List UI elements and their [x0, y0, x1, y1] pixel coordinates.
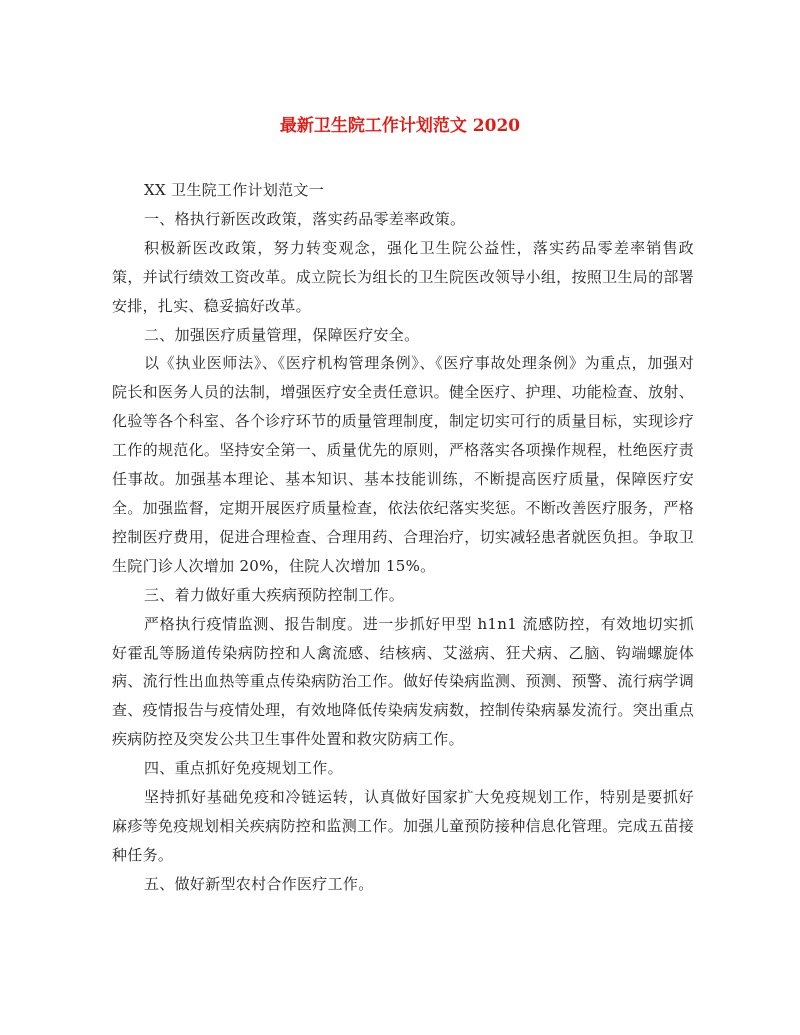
paragraph-heading-2: 二、加强医疗质量管理，保障医疗安全。: [144, 325, 420, 344]
paragraph-body-1: 积极新医改政策，努力转变观念，强化卫生院公益性，落实药品零差率销售政策，并试行绩效工资改革。成立院长为组长的卫生院医改领导小组，按照卫生局的部署安排，扎实、稳妥搞好改革。: [112, 238, 694, 315]
paragraph-body-2: 以《执业医师法》、《医疗机构管理条例》、《医疗事故处理条例》为重点，加强对院长和医务人员的法制，增强医疗安全责任意识。健全医疗、护理、功能检查、放射、化验等各个科室、各个诊疗环节的质量管理制度，制定切实可行的质量目标，实现诊疗工作的规范化。坚持安全第一、质量优先的原则，严格落实各项操作规程，杜绝医疗责任事故。加强基本理论、基本知识、基本技能训练，不断提高医疗质量，保障医疗安全。加强监督，定期开展医疗质量检查，依法依纪落实奖惩。不断改善医疗服务，严格控制医疗费用，促进合理检查、合理用药、合理治疗，切实减轻患者就医负担。争取卫生院门诊人次增加 20%，住院人次增加 15%。: [112, 354, 694, 575]
paragraph-heading-5: 五、做好新型农村合作医疗工作。: [144, 874, 374, 893]
paragraph-heading-4: 四、重点抓好免疫规划工作。: [144, 759, 343, 778]
paragraph-heading-3: 三、着力做好重大疾病预防控制工作。: [144, 585, 405, 604]
paragraph-heading-1: 一、格执行新医改政策，落实药品零差率政策。: [144, 209, 466, 228]
document-title: 最新卫生院工作计划范文 2020: [279, 116, 521, 136]
paragraph-body-4: 坚持抓好基础免疫和冷链运转，认真做好国家扩大免疫规划工作，特别是要抓好麻疹等免疫规划相关疾病防控和监测工作。加强儿童预防接种信息化管理。完成五苗接种任务。: [112, 788, 694, 864]
document-body: [112, 176, 694, 899]
paragraph-subtitle: XX 卫生院工作计划范文一: [144, 181, 325, 199]
paragraph-body-3: 严格执行疫情监测、报告制度。进一步抓好甲型 h1n1 流感防控，有效地切实抓好霍乱等肠道传染病防控和人禽流感、结核病、艾滋病、狂犬病、乙脑、钩端螺旋体病、流行性出血热等重点传染病防治工作。做好传染病监测、预测、预警、流行病学调查、疫情报告与疫情处理，有效地降低传染病发病数，控制传染病暴发流行。突出重点疾病防控及突发公共卫生事件处置和救灾防病工作。: [112, 614, 694, 749]
